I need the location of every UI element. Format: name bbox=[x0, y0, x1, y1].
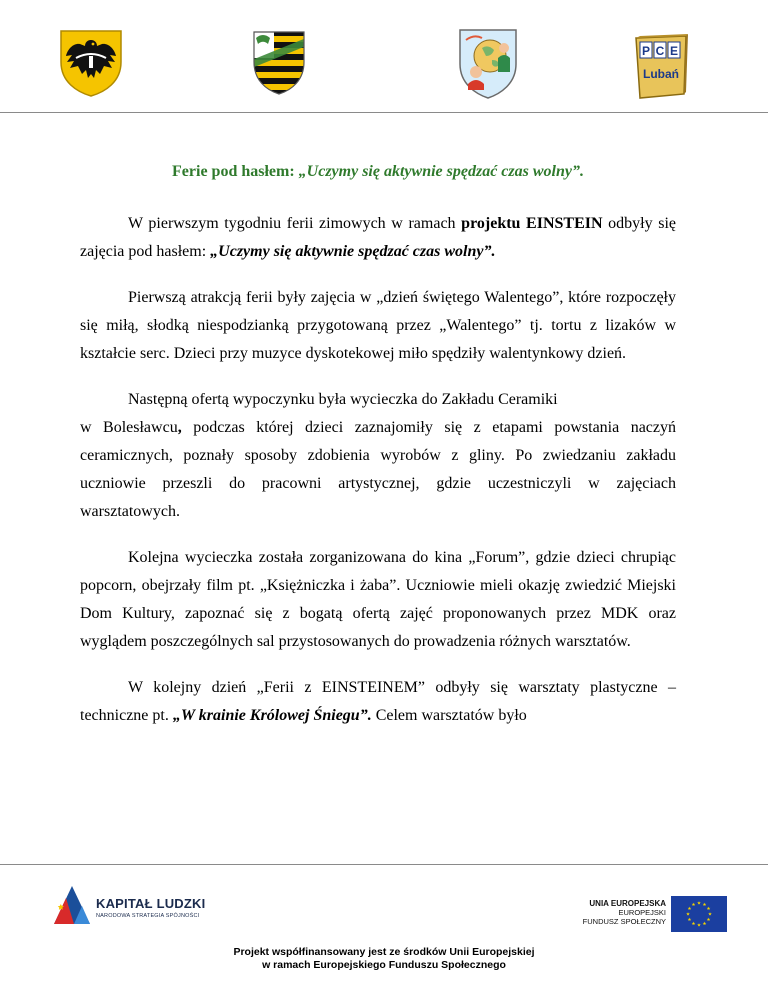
co-financing-note bbox=[0, 946, 768, 972]
paragraph-1-slogan: „Uczymy się aktywnie spędzać czas wolny”. bbox=[210, 243, 496, 260]
pce-logo-town: Lubań bbox=[643, 67, 679, 81]
project-name: projektu EINSTEIN bbox=[461, 215, 603, 232]
paragraph-1-text-2: odbyły się zajęcia pod hasłem: bbox=[80, 215, 677, 260]
lower-silesia-eagle-coat-of-arms-icon bbox=[58, 28, 124, 98]
document-title bbox=[80, 160, 676, 184]
page-header bbox=[0, 0, 768, 112]
paragraph-3-text-2: w Bolesławcu bbox=[80, 419, 178, 436]
kapital-ludzki-text bbox=[96, 896, 205, 919]
paragraph-1 bbox=[80, 210, 676, 266]
paragraph-5-text-2: Celem warsztatów było bbox=[371, 707, 527, 724]
pce-logo-letter: E bbox=[669, 44, 679, 58]
paragraph-3-line-1: Następną ofertą wypoczynku była wycieczka do Zakładu Ceramiki bbox=[128, 391, 558, 408]
paragraph-5 bbox=[80, 674, 676, 730]
title-prefix: Ferie pod hasłem: bbox=[172, 163, 299, 180]
eu-line-2: EUROPEJSKI bbox=[618, 908, 666, 917]
paragraph-2: Pierwszą atrakcją ferii były zajęcia w „dzień świętego Walentego”, które rozpoczęły się miłą, słodką niespodzianką przygotowaną przez „Walentego” tj. tortu z lizaków w kształcie serc. Dzieci przy muzyce dyskotekowej miło spędziły walentynkowy dzień. bbox=[80, 289, 676, 362]
co-financing-line-2: w ramach Europejskiego Funduszu Społecznego bbox=[262, 959, 506, 971]
page-footer bbox=[0, 864, 768, 994]
co-financing-line-1: Projekt współfinansowany jest ze środków Unii Europejskiej bbox=[233, 946, 535, 958]
eu-line-1: UNIA EUROPEJSKA bbox=[589, 899, 666, 908]
kapital-ludzki-subtitle: NARODOWA STRATEGIA SPÓJNOŚCI bbox=[96, 913, 200, 919]
paragraph-3-text-3: podczas której dzieci zaznajomiły się z etapami powstania naczyń ceramicznych, poznały sposoby zdobienia wyrobów z gliny. Po zwiedzaniu zakładu uczniowie przeszli do pracowni artystycznej, gdzie uczestniczyli w zajęciach warsztatowych. bbox=[80, 419, 677, 520]
paragraph-3 bbox=[80, 386, 676, 526]
eu-flag-icon bbox=[671, 896, 727, 932]
kapital-ludzki-title: KAPITAŁ LUDZKI bbox=[96, 896, 206, 911]
document-body bbox=[80, 160, 676, 748]
paragraph-3-bold-comma: , bbox=[177, 419, 182, 436]
pce-logo-letter: C bbox=[655, 44, 665, 58]
paragraph-1-text-1: W pierwszym tygodniu ferii zimowych w ramach bbox=[128, 215, 462, 232]
eu-fund-text bbox=[583, 899, 666, 926]
pce-luban-logo-icon bbox=[632, 34, 690, 100]
eu-line-3: FUNDUSZ SPOŁECZNY bbox=[582, 917, 666, 926]
pce-logo-letter: P bbox=[641, 44, 651, 58]
header-divider bbox=[0, 112, 768, 113]
luban-county-coat-of-arms-icon bbox=[252, 30, 306, 96]
paragraph-4: Kolejna wycieczka została zorganizowana do kina „Forum”, gdzie dzieci chrupiąc popcorn, obejrzały film pt. „Księżniczka i żaba”. Uczniowie mieli okazję zwiedzić Miejski Dom Kultury, zapoznać się z bogatą ofertą zajęć proponowanych przez MDK oraz wyglądem poszczególnych sal przystosowanych do prowadzenia różnych warsztatów. bbox=[80, 549, 676, 650]
title-slogan: „Uczymy się aktywnie spędzać czas wolny”. bbox=[298, 163, 584, 180]
kapital-ludzki-logo-icon bbox=[52, 884, 92, 926]
workshop-title: „W krainie Królowej Śniegu”. bbox=[172, 707, 372, 724]
paragraph-5-text-1: W kolejny dzień „Ferii z EINSTEINEM” odbyły się warsztaty plastyczne – techniczne pt. bbox=[80, 679, 676, 724]
school-globe-logo-icon bbox=[456, 26, 520, 100]
